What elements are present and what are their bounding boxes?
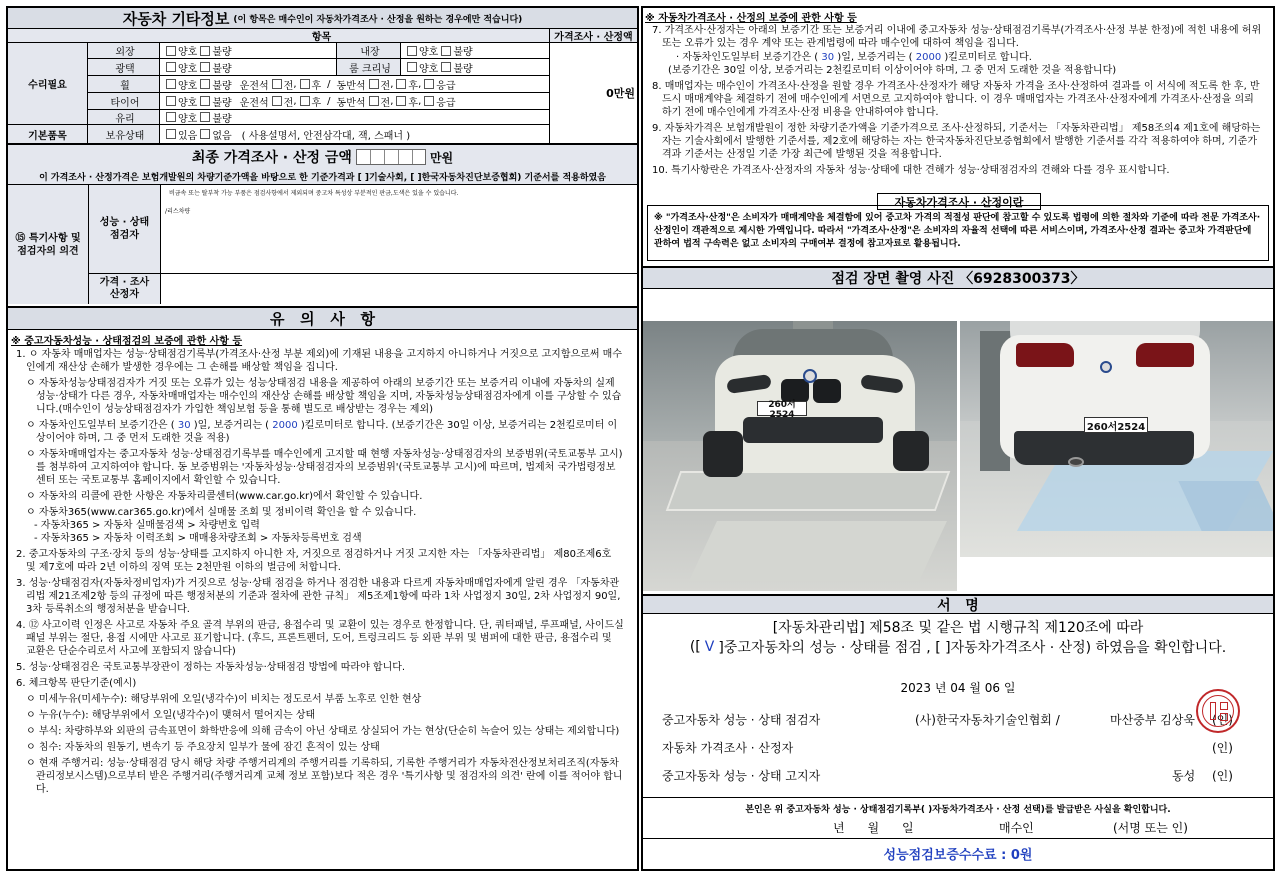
note-6b: ㅇ 누유(누수): 해당부위에서 오일(냉각수)이 맺혀서 떨어지는 상태 (26, 710, 316, 721)
note-6c: ㅇ 부식: 차량하부와 외판의 금속표면이 화학반응에 의해 금속이 아닌 상태로 상실되어 가는 현상(단순히 녹슬어 있는 상태는 제외합니다) (26, 726, 620, 737)
exterior-options (160, 43, 336, 58)
room-cleaning-options (401, 59, 549, 75)
rear-plate (1084, 417, 1148, 433)
note-1e: ㅇ 자동차의 리콜에 관한 사항은 자동차리콜센터(www.car.go.kr)에서 확인할 수 있습니다. (26, 491, 423, 502)
label-rear: 후 (408, 80, 419, 92)
holding-options (160, 125, 549, 143)
label-room-cleaning: 룸 크리닝 (336, 59, 401, 75)
label-good: 양호 (178, 63, 198, 75)
checkbox-wheel-driver-rear[interactable] (300, 79, 310, 89)
checkbox-wheel-pass-front[interactable] (369, 79, 379, 89)
gloss-options (160, 59, 336, 75)
label-good: 양호 (178, 80, 198, 92)
note-8: 8. 매매업자는 매수인이 가격조사·산정을 원할 경우 가격조사·산정자가 해당 자동차 가격을 조사·산정하여 결과를 이 서식에 적도록 한 후, 반드시 매매계약을 체결하기 전에 매수인에게 서면으로 고지하여야 합니다. 이 경우 매매업자는 가격조사·산정자에게 가격조사·산정을 의뢰하기 전에 매수인에게 가격조사·산정 비용을 안내하여야 합니다. (652, 81, 1260, 118)
checkbox-tire-driver-rear[interactable] (300, 96, 310, 106)
checkbox-glass-good[interactable] (166, 112, 176, 122)
checkbox-none[interactable] (200, 129, 210, 139)
inspector-seal (1196, 689, 1240, 733)
appraiser-row (660, 737, 1260, 757)
label-have: 있음 (178, 130, 198, 142)
label-glass: 유리 (88, 110, 160, 124)
label-bad: 불량 (453, 47, 473, 58)
note-1c: ㅇ 자동차인도일부터 보증기간은 ( 30 )일, 보증거리는 ( 2000 )킬로미터로 합니다. (보증기간은 30일 이상, 보증거리는 2천킬로미터 이상이어야 하며, 그 중 먼저 도래한 것을 적용) (26, 420, 618, 444)
label-passenger-seat: 동반석 (336, 97, 366, 109)
notifier-seal-mark: (인) (1212, 769, 1233, 783)
label-bad: 불량 (212, 80, 232, 92)
note-6e: ㅇ 현재 주행거리: 성능·상태점검 당시 해당 차량 주행거리계의 주행거리를 기록하되, 기록한 주행거리가 자동차전산정보처리조직(자동차관리정보시스템)으로부터 받은 주행거리(주행거리계 교체 정보 포함)보다 적은 경우 '특기사항 및 점검자의 의견' 란에 이를 적어야 합니다. (26, 758, 623, 795)
rear-car-photo (960, 321, 1273, 557)
tire-options: 양호 불량 운전석 전 , 후 / 동반석 전 , 후 , 응급 (160, 93, 549, 109)
note-6: 6. 체크항목 판단기준(예시) (16, 678, 137, 689)
inspector-row-label: 중고자동차 성능 · 상태 점검자 (662, 713, 821, 727)
sign-line1: [자동차관리법] 제58조 및 같은 법 시행규칙 제120조에 따라 (772, 620, 1144, 636)
note-7a: · 자동차인도일부터 보증기간은 ( 30 )일, 보증거리는 ( 2000 )킬로미터로 합니다. (676, 52, 1032, 63)
appraiser-row-label: 자동차 가격조사 · 산정자 (662, 741, 794, 755)
row-exterior (88, 43, 549, 59)
label-passenger-seat: 동반석 (336, 80, 366, 92)
checkbox-gloss-bad[interactable] (200, 62, 210, 72)
label-exterior: 외장 (88, 43, 160, 58)
row-tire (88, 93, 549, 110)
label-good: 양호 (178, 113, 198, 124)
notice-list (14, 348, 624, 799)
sign-date: 2023 년 04 월 06 일 (900, 680, 1016, 695)
buyer-label: 매수인 (999, 821, 1034, 835)
sign-line2 (643, 637, 1273, 657)
row-wheel (88, 76, 549, 93)
checkbox-exterior-bad[interactable] (200, 46, 210, 56)
note-4: 4. ⑫ 사고이력 인정은 사고로 자동차 주요 골격 부위의 판금, 용접수리 및 교환이 있는 경우로 한정합니다. 단, 쿼터패널, 루프패널, 사이드실패널 부위는 절단, 용접 시에만 사고로 표기합니다. (후드, 프론트펜더, 도어, 트렁크리드 등 외판 부위 및 범퍼에 대한 판금, 용접수리 및 교환은 단순수리로서 사고에 포함되지 않습니다) (16, 620, 624, 657)
checkbox-wheel-pass-rear[interactable] (396, 79, 406, 89)
basic-items-list: ( 사용설명서, 안전삼각대, 잭, 스패너 ) (241, 130, 411, 142)
checkbox-room-bad[interactable] (441, 62, 451, 72)
final-price-title: 최종 가격조사 · 산정 금액 (191, 150, 352, 166)
other-info-col-header (8, 29, 637, 43)
warranty-days: 30 (177, 420, 191, 431)
label-wheel: 휠 (88, 76, 160, 92)
label-rear: 후 (311, 80, 322, 92)
note-1d: ㅇ 자동차매매업자는 중고자동차 성능·상태점검기록부를 매수인에게 고지할 때 현행 자동차성능·상태점검자의 보증범위(국토교통부 고시)를 첨부하여 고지하여야 합니다. 동 보증범위는 '자동차성능·상태점검자의 보증범위'(국토교통부 고시)에 따르며, 법제처 국가법령정보센터 또는 국토교통부 홈페이지에서 확인할 수 있습니다. (26, 449, 623, 486)
checkbox-tire-bad[interactable] (200, 96, 210, 106)
inspector-name: 마산중부 김상욱 (1110, 713, 1195, 727)
note-1h: - 자동차365 > 자동차 이력조회 > 매매용차량조회 > 자동차등록번호 검색 (34, 533, 362, 544)
label-none: 없음 (212, 130, 232, 142)
inspector-org: (사)한국자동차기술인협회 / (915, 713, 1060, 727)
checkbox-wheel-emergency[interactable] (424, 79, 434, 89)
front-plate-text: 260서2524 (768, 400, 796, 420)
final-price-line (8, 147, 637, 167)
price-warranty-km: 2000 (915, 52, 942, 63)
glass-options (160, 110, 549, 124)
notifier-name: 동성 (1172, 769, 1196, 783)
row-gloss (88, 59, 549, 76)
label-bad: 불량 (212, 113, 232, 124)
appraiser-opinion-label: 가격 · 조사 산정자 (89, 274, 161, 304)
other-info-rows (88, 43, 549, 143)
checkbox-tire-emergency[interactable] (424, 96, 434, 106)
price-guarantee-list (650, 24, 1262, 180)
label-good: 양호 (178, 97, 198, 109)
label-interior: 내장 (336, 43, 401, 58)
final-price-note: 이 가격조사 · 산정가격은 보험개발원의 차량기준가액을 바탕으로 한 기준가격과 [ ]기술사회, [ ]한국자동차진단보증협회) 기준서를 적용하였음 (39, 172, 606, 183)
price-box-text: ※ "가격조사·산정"은 소비자가 매매계약을 체결함에 있어 중고차 가격의 적절성 판단에 참고할 수 있도록 법령에 의한 절차와 기준에 따라 전문 가격조사·산정인이 객관적으로 제시한 가액입니다. 따라서 "가격조사·산정"은 소비자의 자율적 선택에 따른 서비스이며, 가격조사·산정 결과는 중고차 가격판단에 관하여 법적 구속력은 없고 소비자의 구매여부 결정에 참고자료로 활용됩니다. (654, 213, 1261, 250)
final-price-boxes[interactable] (356, 149, 426, 165)
receipt-date: 년 월 일 (833, 821, 914, 835)
notifier-row-label: 중고자동차 성능 · 상태 고지자 (662, 769, 821, 783)
special-notes-label: ⑮ 특기사항 및 점검자의 의견 (8, 185, 89, 304)
repair-needed-label: 수리필요 (8, 43, 88, 125)
receipt-box (643, 797, 1273, 839)
note-1f: ㅇ 자동차365(www.car365.go.kr)에서 실매물 조회 및 정비이력 확인을 할 수 있습니다. (26, 507, 417, 518)
rear-plate-text: 260서2524 (1086, 421, 1146, 433)
label-front: 전 (283, 97, 294, 109)
price-box-title: 자동차가격조사 · 산정이란 (877, 193, 1041, 210)
row-glass (88, 110, 549, 125)
note-1b: ㅇ 자동차성능상태점검자가 거짓 또는 오류가 있는 성능상태점검 내용을 제공하여 아래의 보증기간 또는 보증거리 이내에 자동차의 실제 성능·상태가 다른 경우, 자동차매매업자는 매수인의 재산상 손해를 배상할 책임을 지며, 자동차성능상태점검자에게 이를 구상할 수 있습니다.(매수인이 성능상태점검자가 가입한 책임보험 등을 통해 별도로 배상받는 경우는 제외) (26, 378, 622, 415)
interior-options (401, 43, 549, 58)
checkbox-exterior-good[interactable] (166, 46, 176, 56)
label-rear: 후 (408, 97, 419, 109)
label-good: 양호 (419, 63, 439, 75)
guarantee-fee: 성능점검보증수수료 : 0원 (883, 847, 1033, 863)
checkbox-tire-good[interactable] (166, 96, 176, 106)
receipt-line: 본인은 위 중고자동차 성능 · 상태점검기록부( )자동차가격조사 · 산정 선택)를 발급받은 사실을 확인합니다. (745, 804, 1171, 815)
checkbox-have[interactable] (166, 129, 176, 139)
notifier-row (660, 765, 1260, 785)
appraiser-opinion-box[interactable] (161, 274, 637, 304)
note-3: 3. 성능·상태점검자(자동차정비업자)가 거짓으로 성능·상태 점검을 하거나 점검한 내용과 다르게 자동차매매업자에게 알린 경우 「자동차관리법 제21조제2항 등의 규정에 따른 행정처분의 기준과 절차에 관한 규칙」 제5조제1항에 따라 1차 사업정지 30일, 2차 사업정지 90일, 3차 등록취소의 행정처분을 받습니다. (16, 578, 621, 615)
other-info-header (8, 8, 637, 29)
col-price: 가격조사 · 산정액 (549, 29, 637, 42)
note-6d: ㅇ 침수: 자동차의 원동기, 변속기 등 주요장치 일부가 물에 잠긴 흔적이 있는 상태 (26, 742, 380, 753)
label-bad: 불량 (212, 97, 232, 109)
label-emergency: 응급 (436, 97, 456, 109)
sign-title: 서 명 (643, 594, 1273, 614)
checkbox-interior-good[interactable] (407, 46, 417, 56)
price-value: 0만원 (549, 43, 637, 143)
note-5: 5. 성능·상태점검은 국토교통부장관이 정하는 자동차성능·상태점검 방법에 따라야 합니다. (16, 662, 406, 673)
label-bad: 불량 (212, 47, 232, 58)
final-price-row (8, 143, 637, 185)
label-bad: 불량 (212, 63, 232, 75)
notice-title: 유 의 사 항 (8, 306, 637, 330)
label-good: 양호 (178, 47, 198, 58)
notice-sub: ※ 중고자동차성능 · 상태점검의 보증에 관한 사항 등 (11, 336, 243, 347)
note-1: 1. ㅇ 자동차 매매업자는 성능·상태점검기록부(가격조사·산정 부분 제외)에 기재된 내용을 고지하지 아니하거나 거짓으로 고지함으로써 매수인에게 재산상 손해가 발생한 경우에는 그 손해를 배상할 책임을 집니다. (16, 349, 622, 373)
appraiser-seal-mark: (인) (1212, 741, 1233, 755)
inspector-opinion-label: 성능 · 상태 점검자 (89, 185, 161, 274)
note-1g: - 자동차365 > 자동차 실매물검색 > 차량번호 입력 (34, 520, 260, 531)
basic-items-label: 기본품목 (8, 125, 88, 143)
checkbox-wheel-driver-front[interactable] (272, 79, 282, 89)
note-2: 2. 중고자동차의 구조·장치 등의 성능·상태를 고지하지 아니한 자, 거짓으로 점검하거나 거짓 고지한 자는 「자동차관리법」 제80조제6호 및 제7호에 따라 2년 이하의 징역 또는 2천만원 이하의 벌금에 처합니다. (16, 549, 612, 573)
final-price-unit: 만원 (429, 150, 454, 165)
inspector-seal-mark: (인) (1212, 713, 1233, 727)
wheel-options: 양호 불량 운전석 전 , 후 / 동반석 전 , 후 , 응급 (160, 76, 549, 92)
checkbox-room-good[interactable] (407, 62, 417, 72)
price-warranty-days: 30 (821, 52, 835, 63)
note-7b: (보증기간은 30일 이상, 보증거리는 2천킬로미터 이상이어야 하며, 그 중 먼저 도래한 것을 적용합니다) (668, 65, 1117, 76)
label-tire: 타이어 (88, 93, 160, 109)
checkbox-wheel-bad[interactable] (200, 79, 210, 89)
buyer-sign[interactable]: (서명 또는 인) (1113, 821, 1188, 835)
label-emergency: 응급 (436, 80, 456, 92)
note-6a: ㅇ 미세누유(미세누수): 해당부위에 오일(냉각수)이 비치는 정도로서 부품 노후로 인한 현상 (26, 694, 422, 705)
special-text: /리스차량 (165, 208, 191, 215)
sign-line2-pre: ([ (689, 639, 701, 655)
special-small-note: 비금속 또는 탈부착 가능 부품은 점검사항에서 제외되며 중고차 특성상 부분적인 판금,도색은 있을 수 있습니다. (169, 190, 459, 197)
checkbox-glass-bad[interactable] (200, 112, 210, 122)
label-holding: 보유상태 (88, 125, 160, 143)
checkbox-tire-driver-front[interactable] (272, 96, 282, 106)
note-10: 10. 특기사항란은 가격조사·산정자의 자동차 성능·상태에 대한 견해가 성능·상태점검자의 견해와 다를 경우 표시합니다. (652, 165, 1170, 176)
price-guarantee-sub: ※ 자동차가격조사 · 산정의 보증에 관한 사항 등 (645, 13, 857, 24)
col-item: 항목 (311, 32, 332, 43)
note-9: 9. 자동차가격은 보험개발원이 정한 차량기준가액을 기준가격으로 조사·산정하되, 기준서는 「자동차관리법」 제58조의4 제1호에 해당하는 자는 기술사회에서 발행한 기준서를, 제2호에 해당하는 자는 한국자동차진단보증협회에서 발행한 기준서를 각각 적용하여야 하며, 기준가격과 기준서는 산정일 기준 가장 최근에 발행된 것을 적용합니다. (652, 123, 1261, 160)
label-driver-seat: 운전석 (239, 97, 269, 109)
other-info-title: 자동차 기타정보 (122, 9, 230, 28)
checkbox-interior-bad[interactable] (441, 46, 451, 56)
label-front: 전 (380, 80, 391, 92)
front-car-photo (643, 321, 957, 591)
front-plate (757, 400, 807, 420)
checkbox-tire-pass-rear[interactable] (396, 96, 406, 106)
checkbox-wheel-good[interactable] (166, 79, 176, 89)
inspector-row (660, 709, 1260, 729)
inspection-checkmark[interactable]: V (704, 639, 715, 655)
checkbox-tire-pass-front[interactable] (369, 96, 379, 106)
label-front: 전 (283, 80, 294, 92)
photo-title: 점검 장면 촬영 사진 〈6928300373〉 (643, 266, 1273, 289)
other-info-note: (이 항목은 매수인이 자동차가격조사 · 산정을 원하는 경우에만 적습니다) (233, 14, 523, 25)
row-holding (88, 125, 549, 143)
inspector-opinion-box[interactable] (161, 185, 637, 274)
label-driver-seat: 운전석 (239, 80, 269, 92)
label-good: 양호 (419, 47, 439, 58)
label-rear: 후 (311, 97, 322, 109)
note-7: 7. 가격조사·산정자는 아래의 보증기간 또는 보증거리 이내에 중고자동차 성능·상태점검기록부(가격조사·산정 부분 한정)에 적힌 내용에 허위 또는 오류가 있는 경우 계약 또는 관계법령에 따라 매수인에 대하여 책임을 집니다. (652, 25, 1262, 49)
warranty-km: 2000 (272, 420, 298, 431)
label-front: 전 (380, 97, 391, 109)
label-gloss: 광택 (88, 59, 160, 75)
sign-line2-post: ]중고자동차의 성능 · 상태를 점검 , [ ]자동차가격조사 · 산정) 하였음을 확인합니다. (718, 640, 1227, 656)
checkbox-gloss-good[interactable] (166, 62, 176, 72)
label-bad: 불량 (453, 63, 473, 75)
price-box (647, 205, 1269, 261)
